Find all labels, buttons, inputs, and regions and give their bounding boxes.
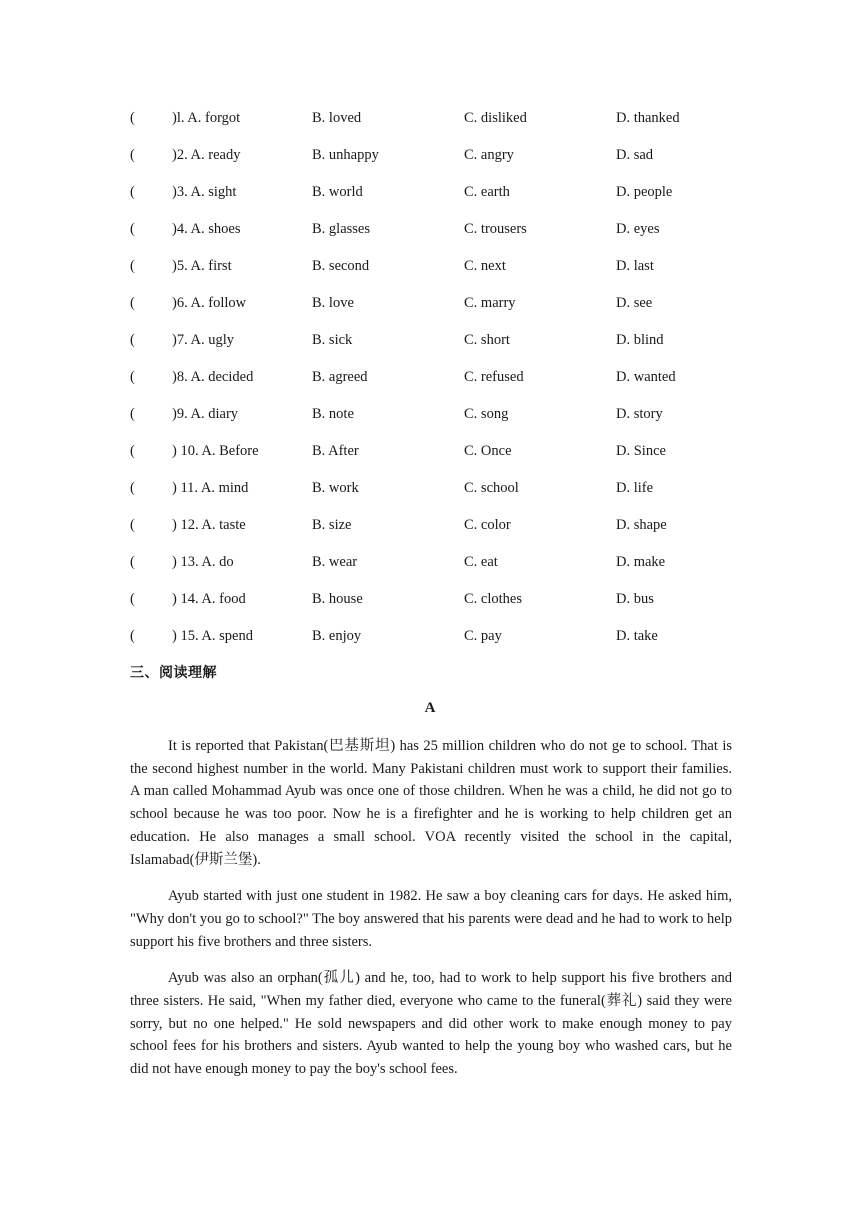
question-row bbox=[130, 256, 732, 293]
option-a: )3. A. sight bbox=[172, 184, 237, 200]
question-row bbox=[130, 108, 732, 145]
option-c: C. refused bbox=[464, 369, 524, 385]
answer-blank[interactable]: ( bbox=[130, 406, 135, 422]
option-b: B. agreed bbox=[312, 369, 368, 385]
question-row bbox=[130, 182, 732, 219]
option-c: C. marry bbox=[464, 295, 516, 311]
option-a: )8. A. decided bbox=[172, 369, 254, 385]
option-b: B. note bbox=[312, 406, 354, 422]
option-c: C. clothes bbox=[464, 591, 522, 607]
question-row bbox=[130, 626, 732, 663]
option-a: ) 11. A. mind bbox=[172, 480, 249, 496]
answer-blank[interactable]: ( bbox=[130, 147, 135, 163]
answer-blank[interactable]: ( bbox=[130, 628, 135, 644]
option-b: B. world bbox=[312, 184, 363, 200]
option-b: B. sick bbox=[312, 332, 353, 348]
option-d: D. blind bbox=[616, 332, 664, 348]
option-b: B. love bbox=[312, 295, 354, 311]
option-d: D. sad bbox=[616, 147, 654, 163]
option-c: C. eat bbox=[464, 554, 498, 570]
option-c: C. song bbox=[464, 406, 509, 422]
option-c: C. pay bbox=[464, 628, 502, 644]
option-d: D. thanked bbox=[616, 110, 680, 126]
option-c: C. angry bbox=[464, 147, 514, 163]
option-b: B. enjoy bbox=[312, 628, 362, 644]
option-a: )l. A. forgot bbox=[172, 110, 241, 126]
answer-blank[interactable]: ( bbox=[130, 184, 135, 200]
option-a: )7. A. ugly bbox=[172, 332, 235, 348]
option-d: D. Since bbox=[616, 443, 666, 459]
reading-passage bbox=[130, 735, 732, 1095]
question-row bbox=[130, 552, 732, 589]
answer-blank[interactable]: ( bbox=[130, 554, 135, 570]
option-a: )2. A. ready bbox=[172, 147, 241, 163]
answer-blank[interactable]: ( bbox=[130, 110, 135, 126]
passage-paragraph: Ayub was also an orphan(孤儿) and he, too, had to work to help support his five brothers and three sisters. He said, "When my father died, everyone who came to the funeral(葬礼) said they were sorry, but no one helped." He sold newspapers and did other work to make enough money to pay school fees for his brothers and sisters. Ayub wanted to help the young boy who washed cars, but he did not have enough money to pay the boy's school fees. bbox=[130, 970, 732, 1078]
option-a: )6. A. follow bbox=[172, 295, 247, 311]
option-a: )4. A. shoes bbox=[172, 221, 241, 237]
option-d: D. wanted bbox=[616, 369, 676, 385]
option-c: C. Once bbox=[464, 443, 512, 459]
option-d: D. last bbox=[616, 258, 654, 274]
question-row bbox=[130, 589, 732, 626]
option-b: B. wear bbox=[312, 554, 358, 570]
answer-blank[interactable]: ( bbox=[130, 332, 135, 348]
option-b: B. work bbox=[312, 480, 359, 496]
answer-blank[interactable]: ( bbox=[130, 517, 135, 533]
question-row bbox=[130, 441, 732, 478]
option-b: B. loved bbox=[312, 110, 362, 126]
option-a: ) 14. A. food bbox=[172, 591, 246, 607]
passage-title: A bbox=[424, 700, 436, 716]
option-c: C. color bbox=[464, 517, 511, 533]
option-a: )5. A. first bbox=[172, 258, 232, 274]
answer-blank[interactable]: ( bbox=[130, 221, 135, 237]
option-d: D. shape bbox=[616, 517, 667, 533]
question-row bbox=[130, 367, 732, 404]
option-c: C. next bbox=[464, 258, 506, 274]
option-b: B. size bbox=[312, 517, 352, 533]
question-row bbox=[130, 219, 732, 256]
option-c: C. disliked bbox=[464, 110, 527, 126]
option-d: D. make bbox=[616, 554, 666, 570]
question-row bbox=[130, 293, 732, 330]
answer-blank[interactable]: ( bbox=[130, 258, 135, 274]
option-b: B. house bbox=[312, 591, 363, 607]
option-a: )9. A. diary bbox=[172, 406, 239, 422]
question-row bbox=[130, 515, 732, 552]
option-d: D. eyes bbox=[616, 221, 660, 237]
option-b: B. second bbox=[312, 258, 370, 274]
option-c: C. short bbox=[464, 332, 510, 348]
passage-paragraph: Ayub started with just one student in 1982. He saw a boy cleaning cars for days. He asked him, "Why don't you go to school?" The boy answered that his parents were dead and he had to work to help support his five brothers and three sisters. bbox=[130, 888, 732, 950]
option-c: C. school bbox=[464, 480, 519, 496]
answer-blank[interactable]: ( bbox=[130, 369, 135, 385]
option-d: D. life bbox=[616, 480, 654, 496]
answer-blank[interactable]: ( bbox=[130, 591, 135, 607]
option-a: ) 12. A. taste bbox=[172, 517, 246, 533]
option-d: D. bus bbox=[616, 591, 654, 607]
answer-blank[interactable]: ( bbox=[130, 295, 135, 311]
question-row bbox=[130, 404, 732, 441]
option-a: ) 10. A. Before bbox=[172, 443, 259, 459]
option-b: B. After bbox=[312, 443, 359, 459]
option-d: D. take bbox=[616, 628, 658, 644]
question-row bbox=[130, 145, 732, 182]
option-b: B. unhappy bbox=[312, 147, 379, 163]
question-row bbox=[130, 330, 732, 367]
option-c: C. trousers bbox=[464, 221, 527, 237]
question-row bbox=[130, 478, 732, 515]
cloze-options-list bbox=[130, 108, 732, 663]
option-d: D. story bbox=[616, 406, 663, 422]
option-b: B. glasses bbox=[312, 221, 370, 237]
section-heading: 三、阅读理解 bbox=[130, 665, 217, 681]
option-a: ) 13. A. do bbox=[172, 554, 234, 570]
option-c: C. earth bbox=[464, 184, 510, 200]
answer-blank[interactable]: ( bbox=[130, 443, 135, 459]
option-a: ) 15. A. spend bbox=[172, 628, 253, 644]
answer-blank[interactable]: ( bbox=[130, 480, 135, 496]
option-d: D. people bbox=[616, 184, 673, 200]
option-d: D. see bbox=[616, 295, 653, 311]
passage-paragraph: It is reported that Pakistan(巴基斯坦) has 25 million children who do not ge to school. That is the second highest number in the world. Many Pakistani children must work to support their families. A man called Mohammad Ayub was once one of those children. When he was a child, he did not go to school because he was too poor. Now he is a firefighter and he is working to help children get an education. He also manages a small school. VOA recently visited the school in the capital, Islamabad(伊斯兰堡). bbox=[130, 738, 732, 868]
